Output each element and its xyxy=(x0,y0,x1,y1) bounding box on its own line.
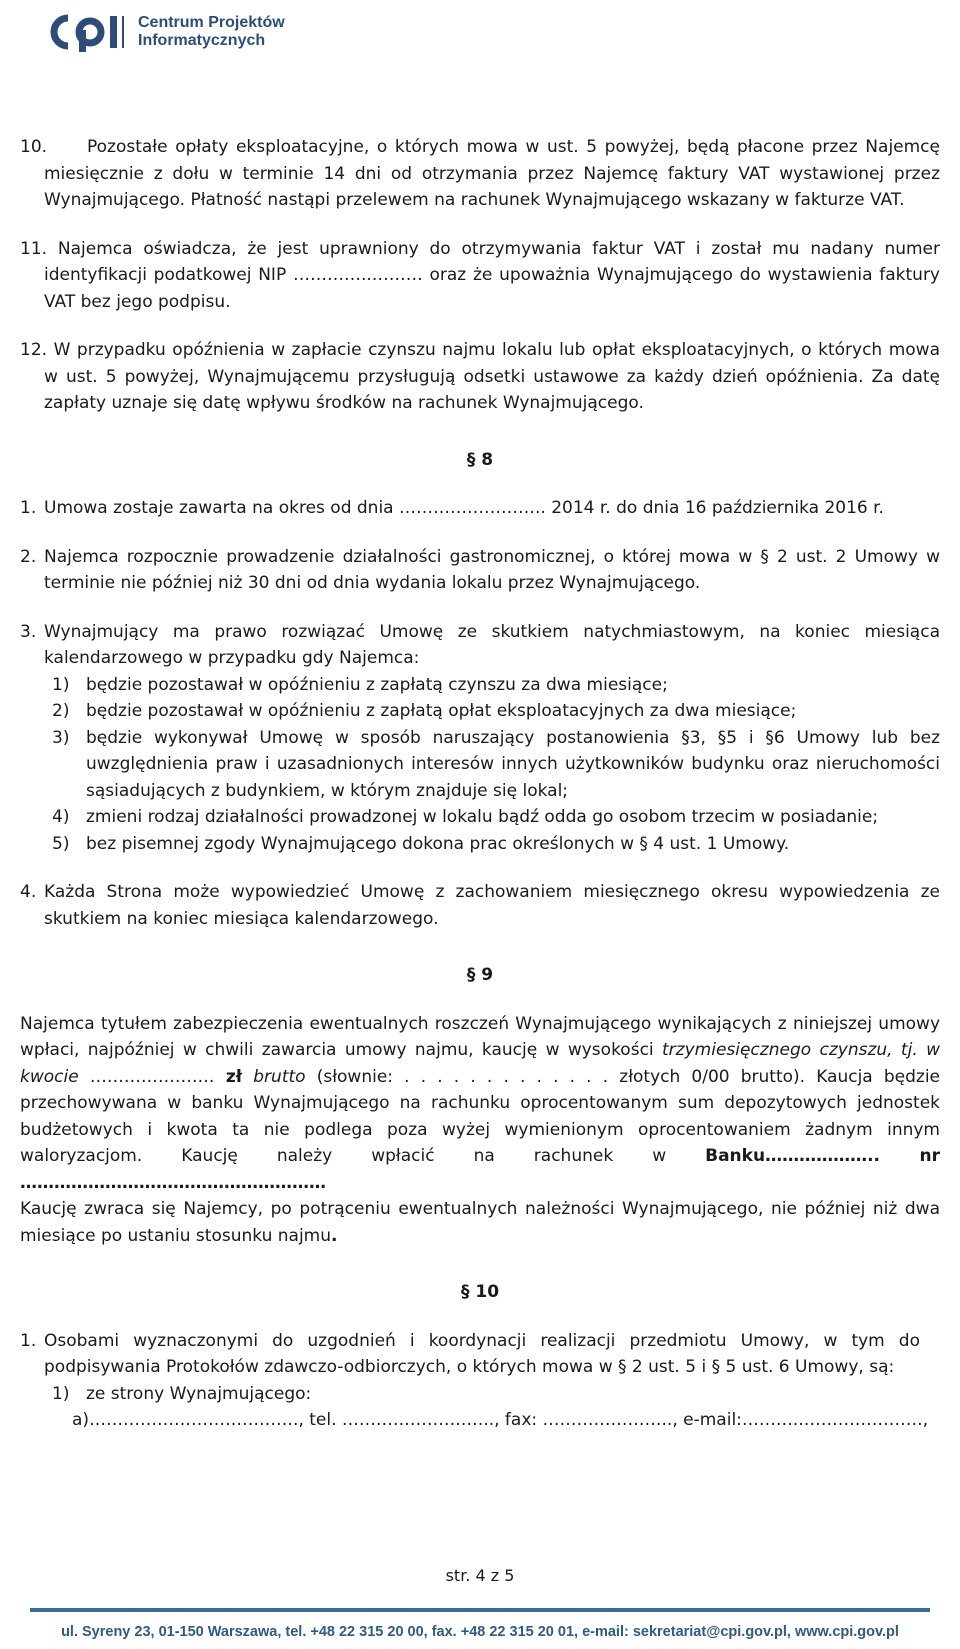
section8-subitem-1 xyxy=(20,672,940,699)
paragraph-12 xyxy=(20,337,940,417)
cpi-logo-icon xyxy=(46,10,132,54)
footer-divider xyxy=(30,1608,930,1612)
deposit-return-text: Kaucję zwraca się Najemcy, po potrąceniu ewentualnych należności Wynajmującego, nie później niż dwa miesiące po ustaniu stosunku najmu xyxy=(20,1199,940,1246)
subitem-number: 5) xyxy=(52,833,70,854)
subitem-text: będzie wykonywał Umowę w sposób naruszający postanowienia §3, §5 i §6 Umowy lub bez uwzględnienia praw i uzasadnionych interesów innych użytkowników budynku oraz nieruchomości sąsiadujących z budynkiem, w którym znajduje się lokal; xyxy=(86,727,940,801)
header-logo xyxy=(46,10,306,54)
section-heading-10: § 10 xyxy=(460,1282,500,1302)
deposit-return-period: . xyxy=(331,1225,338,1246)
bank-account-text: Banku……………….. nr ……………………………………………… xyxy=(20,1146,940,1193)
subitem-text: będzie pozostawał w opóźnieniu z zapłatą opłat eksploatacyjnych za dwa miesiące; xyxy=(86,701,797,721)
deposit-text-italic1: trzymiesięcznego czynszu, tj. w kwocie xyxy=(20,1040,941,1087)
section-heading-9: § 9 xyxy=(466,965,494,985)
paragraph-number: 11. xyxy=(20,238,48,259)
subitem-number: 1) xyxy=(52,674,70,695)
item-text: Najemca rozpocznie prowadzenie działalności gastronomicznej, o której mowa w § 2 ust. 2 Umowy w terminie nie później niż 30 dni od dnia wydania lokalu przez Wynajmującego. xyxy=(44,546,940,593)
section8-subitem-4 xyxy=(20,804,940,831)
section9-return-paragraph xyxy=(20,1196,940,1249)
section8-subitem-5 xyxy=(20,831,940,858)
item-text: Umowa zostaje zawarta na okres od dnia …………………….. 2014 r. do dnia 16 października 2016 r. xyxy=(44,498,884,518)
section-heading-8: § 8 xyxy=(466,449,494,470)
deposit-text-a: Najemca tytułem zabezpieczenia ewentualnych roszczeń Wynajmującego wynikających z niniejszej umowy wpłaci, najpóźniej w chwili zawarcia umowy najmu, kaucję w wysokości xyxy=(20,1013,940,1060)
logo-text xyxy=(138,14,285,50)
deposit-text-italic2: brutto xyxy=(242,1066,306,1087)
section8-item-1 xyxy=(20,495,940,522)
section8-item-4 xyxy=(20,879,940,932)
section10-item-1 xyxy=(20,1328,940,1381)
item-text: Osobami wyznaczonymi do uzgodnień i koordynacji realizacji przedmiotu Umowy, w tym do podpisywania Protokołów zdawczo-odbiorczych, o których mowa w § 2 ust. 5 i § 5 ust. 6 Umowy, są: xyxy=(44,1330,920,1377)
subitem-text: bez pisemnej zgody Wynajmującego dokona prac określonych w § 4 ust. 1 Umowy. xyxy=(86,833,790,854)
subitem-text: ze strony Wynajmującego: xyxy=(86,1383,312,1404)
paragraph-body: Najemca oświadcza, że jest uprawniony do otrzymywania faktur VAT i został mu nadany numer identyfikacji podatkowej NIP …………..……… oraz że upoważnia Wynajmującego do wystawienia faktury VAT bez jego podpisu. xyxy=(44,238,941,312)
footer-address: ul. Syreny 23, 01-150 Warszawa, tel. +48 22 315 20 00, fax. +48 22 315 20 01, e-mail: sekretariat@cpi.gov.pl, www.cpi.gov.pl xyxy=(61,1624,899,1640)
paragraph-text xyxy=(20,337,940,417)
deposit-text-b: …………………. xyxy=(78,1066,215,1087)
item-text: Każda Strona może wypowiedzieć Umowę z zachowaniem miesięcznego okresu wypowiedzenia ze skutkiem na koniec miesiąca kalendarzowego. xyxy=(44,882,940,929)
paragraph-11 xyxy=(20,236,940,316)
paragraph-text xyxy=(20,236,940,316)
section9-paragraph xyxy=(20,1011,940,1197)
paragraph-text: Pozostałe opłaty eksploatacyjne, o których mowa w ust. 5 powyżej, będą płacone przez Najemcę miesięcznie z dołu w terminie 14 dni od otrzymania przez Najemcę faktury VAT wystawionej przez Wynajmującego. Płatność nastąpi przelewem na rachunek Wynajmującego wskazany w fakturze VAT. xyxy=(44,137,940,210)
subitem-text: zmieni rodzaj działalności prowadzonej w lokalu bądź odda go osobom trzecim w posiadanie; xyxy=(86,807,879,827)
item-text: Wynajmujący ma prawo rozwiązać Umowę ze skutkiem natychmiastowym, na koniec miesiąca kalendarzowego w przypadku gdy Najemca: xyxy=(44,621,940,668)
document-body xyxy=(20,134,940,1434)
subitem-text: będzie pozostawał w opóźnieniu z zapłatą czynszu za dwa miesiące; xyxy=(86,674,668,695)
paragraph-body: W przypadku opóźnienia w zapłacie czynszu najmu lokalu lub opłat eksploatacyjnych, o których mowa w ust. 5 powyżej, Wynajmującemu przysługują odsetki ustawowe za każdy dzień opóźnienia. Za datę zapłaty uznaje się datę wpływu środków na rachunek Wynajmującego. xyxy=(44,340,940,413)
subitem-number: 1) xyxy=(52,1383,70,1404)
section10-subitem-1a xyxy=(20,1407,940,1434)
logo-text-line2: Informatycznych xyxy=(138,32,266,49)
subitem-number: 3) xyxy=(52,727,70,748)
item-number: 2. xyxy=(20,546,37,567)
section8-subitem-3 xyxy=(20,725,940,805)
paragraph-number: 12. xyxy=(20,340,48,360)
page-number: str. 4 z 5 xyxy=(445,1566,515,1585)
section8-item-3 xyxy=(20,619,940,672)
deposit-text-bold1: zł xyxy=(214,1066,243,1087)
item-number: 1. xyxy=(20,1330,37,1351)
section10-subitem-1 xyxy=(20,1381,940,1408)
section8-item-2 xyxy=(20,544,940,597)
section8-subitem-2 xyxy=(20,698,940,725)
paragraph-number: 10. xyxy=(20,137,48,157)
logo-text-line1: Centrum Projektów xyxy=(138,14,285,31)
subitem-number: 4) xyxy=(52,807,70,827)
deposit-text-c: (słownie: . . . . . . . . . . . . . złotych 0/00 brutto). Kaucja będzie przechowywana w banku Wynajmującego na rachunku oprocentowanym sum depozytowych jednostek budżetowych i kwota ta nie podlega poza wyżej wymienionym oprocentowaniem żadnym innym waloryzacjom. Kaucję należy wpłacić na rachunek w xyxy=(20,1066,941,1166)
item-number: 4. xyxy=(20,882,37,902)
item-number: 1. xyxy=(20,498,37,518)
paragraph-10 xyxy=(20,134,940,214)
subitem-number: 2) xyxy=(52,701,70,721)
contact-line: a)………………………………., tel. ………………….….., fax: ………………….., e-mail:………..…………………, xyxy=(72,1410,929,1430)
item-number: 3. xyxy=(20,621,37,642)
